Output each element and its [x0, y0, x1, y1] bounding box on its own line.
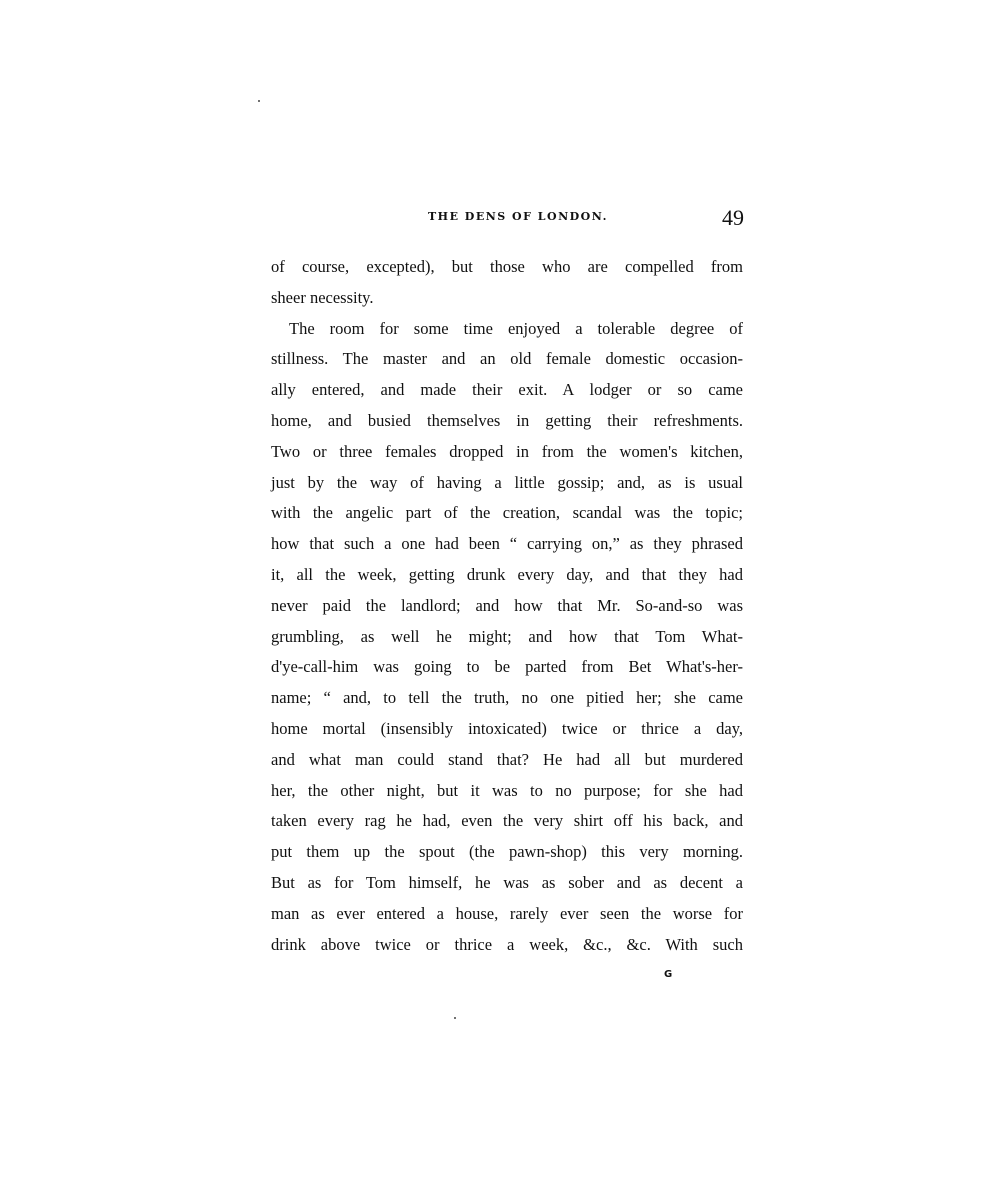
- page-number: 49: [722, 205, 744, 230]
- text-line: it, all the week, getting drunk every day, and that they had: [271, 564, 743, 584]
- text-line: how that such a one had been “ carrying on,” as they phrased: [271, 534, 743, 554]
- text-line: grumbling, as well he might; and how that Tom What-: [271, 626, 743, 646]
- text-line: name; “ and, to tell the truth, no one pitied her; she came: [271, 688, 743, 708]
- text-line: sheer necessity.: [271, 287, 374, 307]
- text-line: home, and busied themselves in getting their refreshments.: [271, 410, 743, 430]
- text-line: her, the other night, but it was to no purpose; for she had: [271, 780, 743, 800]
- text-line: But as for Tom himself, he was as sober and as decent a: [271, 872, 743, 892]
- ink-speck: [454, 1017, 456, 1019]
- text-line: drink above twice or thrice a week, &c., &c. With such: [271, 934, 743, 954]
- text-line: put them up the spout (the pawn-shop) this very morning.: [271, 842, 743, 862]
- text-line: d'ye-call-him was going to be parted from Bet What's-her-: [271, 657, 743, 677]
- body-text: [271, 252, 743, 960]
- text-line: of course, excepted), but those who are compelled from: [271, 257, 743, 276]
- text-line: taken every rag he had, even the very shirt off his back, and: [271, 811, 743, 831]
- text-line: just by the way of having a little gossip; and, as is usual: [271, 472, 743, 492]
- signature-mark: G: [664, 969, 673, 980]
- text-line: home mortal (insensibly intoxicated) twice or thrice a day,: [271, 718, 743, 738]
- text-line: ally entered, and made their exit. A lodger or so came: [271, 380, 743, 400]
- running-title: THE DENS OF LONDON.: [428, 210, 608, 223]
- text-line: and what man could stand that? He had all but murdered: [271, 749, 743, 769]
- text-line: The room for some time enjoyed a tolerable degree of: [289, 318, 743, 338]
- text-line: Two or three females dropped in from the women's kitchen,: [271, 441, 743, 461]
- ink-speck: [258, 100, 260, 102]
- text-line: never paid the landlord; and how that Mr. So-and-so was: [271, 595, 743, 615]
- text-line: man as ever entered a house, rarely ever seen the worse for: [271, 903, 743, 923]
- text-line: stillness. The master and an old female domestic occasion-: [271, 349, 743, 369]
- text-line: with the angelic part of the creation, scandal was the topic;: [271, 503, 743, 523]
